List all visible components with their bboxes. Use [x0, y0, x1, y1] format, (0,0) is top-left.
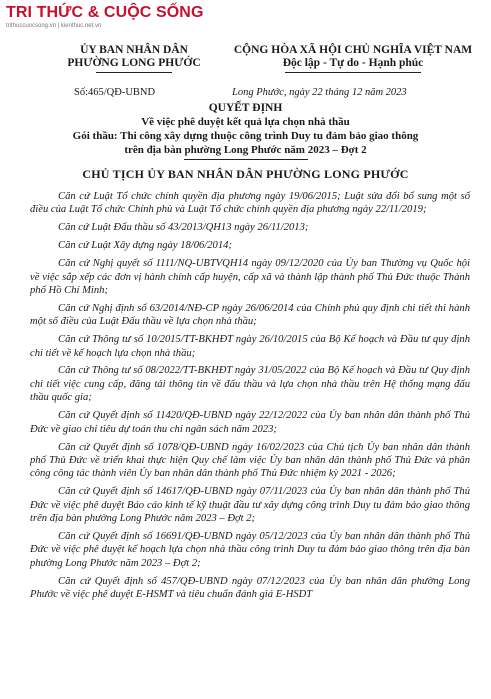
basis-paragraph: Căn cứ Luật Tổ chức chính quyền địa phương ngày 19/06/2015; Luật sửa đổi bổ sung một số điều của Luật Tổ chức Chính phủ và Luật Tổ chức chính quyền địa phương ngày 22/11/2019; — [30, 191, 470, 216]
country-name: CỘNG HÒA XÃ HỘI CHỦ NGHĨA VIỆT NAM — [233, 44, 473, 56]
legal-basis — [30, 190, 470, 606]
basis-paragraph: Căn cứ Nghị quyết số 1111/NQ-UBTVQH14 ngày 09/12/2020 của Ủy ban Thường vụ Quốc hội về việc sắp xếp các đơn vị hành chính cấp huyện, cấp xã và thành lập thành phố Thủ Đức thuộc Thành phố Hồ Chí Minh; — [30, 258, 470, 296]
package-name-cont: trên địa bàn phường Long Phước năm 2023 – Đợt 2 — [124, 144, 367, 156]
basis-paragraph: Căn cứ Luật Xây dựng ngày 18/06/2014; — [58, 240, 232, 252]
document-heading: QUYẾT ĐỊNH — [208, 102, 283, 114]
brand-url: trithuccuocsong.vn | kienthuc.net.vn — [6, 23, 102, 29]
document-subject: Về việc phê duyệt kết quả lựa chọn nhà thầu — [141, 116, 350, 128]
basis-paragraph: Căn cứ Thông tư số 10/2015/TT-BKHĐT ngày 26/10/2015 của Bộ Kế hoạch và Đầu tư quy định chi tiết về kế hoạch lựa chọn nhà thầu; — [30, 334, 470, 359]
authority-line-1: ỦY BAN NHÂN DÂN — [80, 44, 188, 56]
title-divider — [184, 159, 308, 160]
national-motto — [222, 44, 484, 70]
basis-paragraph: Căn cứ Thông tư số 08/2022/TT-BKHĐT ngày 31/05/2022 của Bộ Kế hoạch và Đầu tư Quy định chi tiết việc cung cấp, đăng tải thông tin về đấu thầu và lựa chọn nhà thầu trên Hệ thống mạng đấu thầu quốc gia; — [30, 365, 470, 404]
basis-paragraph: Căn cứ Quyết định số 1078/QĐ-UBND ngày 16/02/2023 của Chủ tịch Ủy ban nhân dân thành phố Thủ Đức về triển khai thực hiện Quy chế làm việc Ủy ban nhân dân thành phố Thủ Đức và phân công công tác thành viên Ủy ban nhân dân thành phố Thủ Đức nhiệm kỳ 2021 - 2026; — [30, 441, 470, 480]
site-logo[interactable] — [6, 4, 204, 29]
basis-paragraph: Căn cứ Quyết định số 16691/QĐ-UBND ngày 05/12/2023 của Ủy ban nhân dân thành phố Thủ Đức về việc phê duyệt kế hoạch lựa chọn nhà thầu công trình Duy tu đảm bảo giao thông trên địa bàn phường Long Phước năm 2023 – Đợt 2; — [30, 530, 470, 569]
basis-paragraph: Căn cứ Luật Đấu thầu số 43/2013/QH13 ngày 26/11/2013; — [58, 222, 309, 234]
basis-paragraph: Căn cứ Quyết định số 11420/QĐ-UBND ngày 22/12/2022 của Ủy ban nhân dân thành phố Thủ Đức về giao chỉ tiêu dự toán thu chi ngân sách năm 2023; — [30, 410, 470, 435]
basis-paragraph: Căn cứ Nghị định số 63/2014/NĐ-CP ngày 26/06/2014 của Chính phủ quy định chi tiết thi hành một số điều của Luật Đấu thầu về lựa chọn nhà thầu; — [30, 302, 470, 328]
issuing-authority — [54, 44, 214, 70]
document-number: Số:465/QĐ-UBND — [74, 87, 156, 98]
motto: Độc lập - Tự do - Hạnh phúc — [282, 57, 424, 69]
brand-name: TRI THỨC & CUỘC SỐNG — [6, 4, 204, 21]
header-divider-right — [285, 72, 421, 73]
document-date: Long Phước, ngày 22 tháng 12 năm 2023 — [232, 87, 407, 98]
header-divider-left — [96, 72, 172, 73]
basis-paragraph: Căn cứ Quyết định số 457/QĐ-UBND ngày 07/12/2023 của Ủy ban nhân dân phường Long Phước về việc phê duyệt E-HSMT và tiêu chuẩn đánh giá E-HSDT — [30, 575, 470, 601]
basis-paragraph: Căn cứ Quyết định số 14617/QĐ-UBND ngày 07/11/2023 của Ủy ban nhân dân thành phố Thủ Đức về việc phê duyệt Báo cáo kinh tế kỹ thuật đầu tư xây dựng công trình Duy tu đảm bảo giao thông trên địa bàn phường Long Phước năm 2023 – Đợt 2; — [30, 486, 470, 525]
package-name: Gói thầu: Thi công xây dựng thuộc công trình Duy tu đảm bảo giao thông — [72, 130, 419, 142]
authority-heading: CHỦ TỊCH ỦY BAN NHÂN DÂN PHƯỜNG LONG PHƯỚC — [82, 167, 409, 181]
authority-line-2: PHƯỜNG LONG PHƯỚC — [67, 57, 201, 69]
